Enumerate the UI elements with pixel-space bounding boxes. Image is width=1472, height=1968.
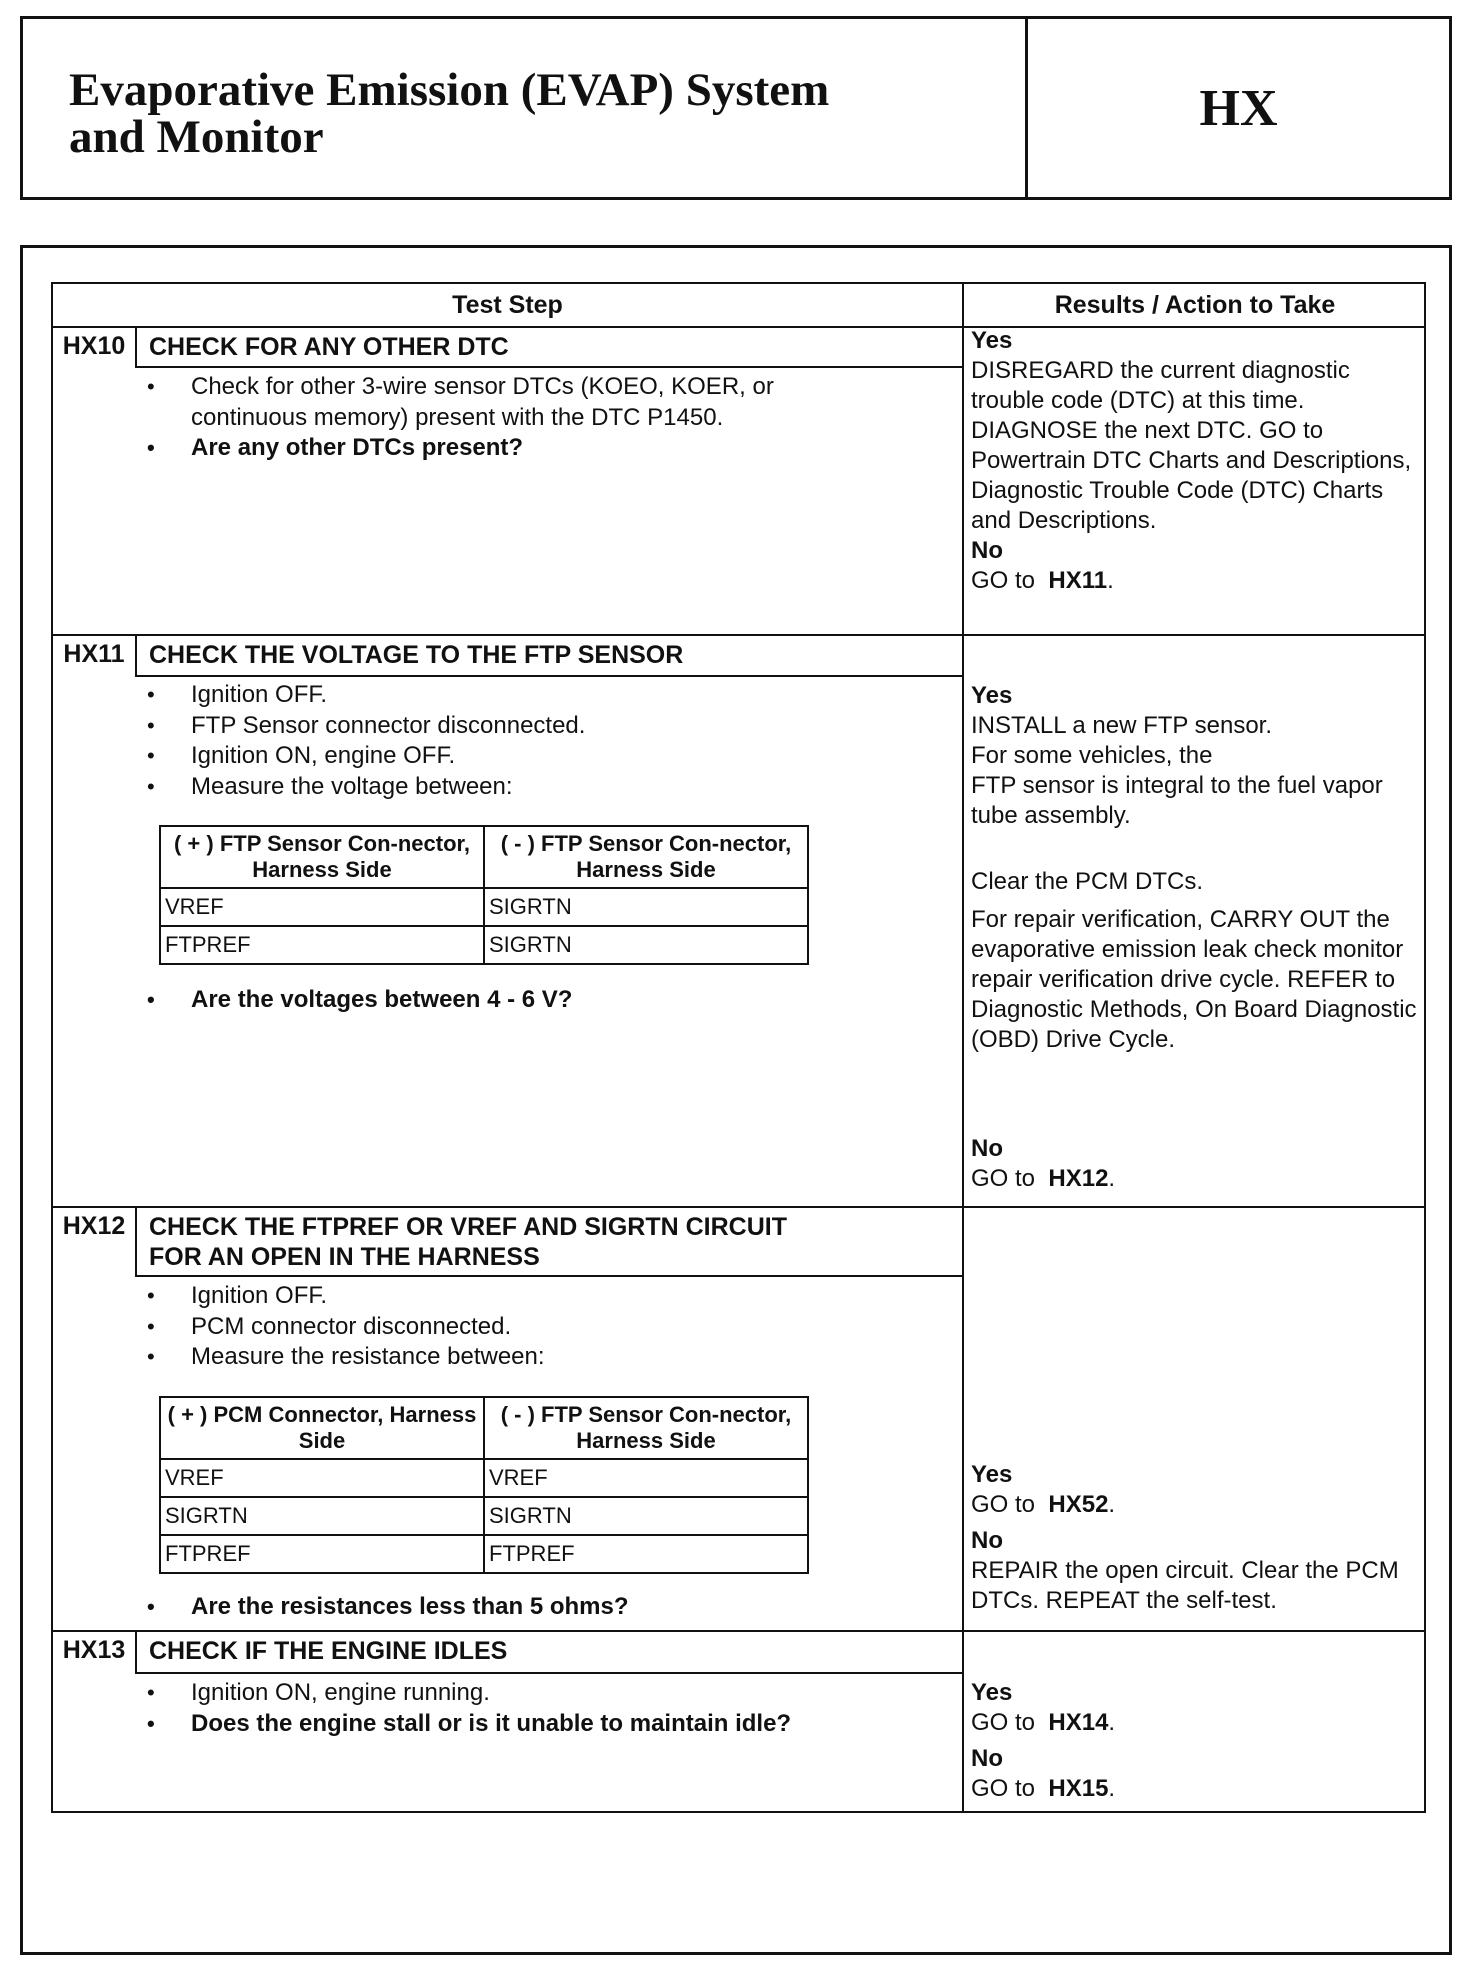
step-question: • Does the engine stall or is it unable to maintain idle? — [147, 1709, 987, 1740]
table-cell: SIGRTN — [484, 1497, 808, 1535]
step-question: • Are the resistances less than 5 ohms? — [147, 1592, 987, 1623]
yes-action: GO to HX52. — [971, 1491, 1116, 1518]
yes-action: GO to HX14. — [971, 1709, 1116, 1736]
hx12-end-rule — [53, 1630, 1424, 1632]
section-code: HX — [1199, 79, 1278, 137]
id-divider-hx11 — [135, 634, 137, 676]
table-cell: SIGRTN — [484, 888, 808, 926]
column-header-minus: ( - ) FTP Sensor Con-nector, Harness Side — [484, 1397, 808, 1459]
voltage-measurement-table — [159, 825, 809, 965]
yes-label: Yes — [971, 1679, 1013, 1706]
column-header-test-step: Test Step — [452, 290, 563, 319]
list-item: • PCM connector disconnected. — [147, 1312, 987, 1343]
hx12-title-rule — [135, 1275, 962, 1277]
id-divider-hx13 — [135, 1630, 137, 1672]
no-label: No — [971, 537, 1003, 564]
id-divider-hx12 — [135, 1206, 137, 1276]
table-cell: VREF — [484, 1459, 808, 1497]
step-title-hx10: CHECK FOR ANY OTHER DTC — [149, 333, 509, 361]
yes-label: Yes — [971, 327, 1013, 354]
column-header-plus: ( + ) FTP Sensor Con-nector, Harness Side — [160, 826, 484, 888]
hx10-end-rule — [53, 634, 1424, 636]
no-action: REPAIR the open circuit. Clear the PCM DTCs. REPEAT the self-test. — [971, 1557, 1399, 1614]
yes-label: Yes — [971, 1461, 1013, 1488]
step-bullets-hx12 — [147, 1281, 987, 1373]
list-item: • Ignition OFF. — [147, 680, 987, 711]
list-item: • Ignition ON, engine running. — [147, 1678, 987, 1709]
column-divider — [962, 284, 964, 1811]
step-question: • Are any other DTCs present? — [147, 433, 887, 464]
column-header-minus: ( - ) FTP Sensor Con-nector, Harness Side — [484, 826, 808, 888]
step-title-line: FOR AN OPEN IN THE HARNESS — [149, 1243, 540, 1271]
table-cell: FTPREF — [160, 1535, 484, 1573]
result-hx12 — [971, 1460, 1421, 1616]
step-question-hx11 — [147, 985, 987, 1016]
step-title-hx12 — [149, 1212, 787, 1272]
yes-label: Yes — [971, 682, 1013, 709]
step-id-hx13: HX13 — [62, 1636, 126, 1664]
list-item: • Ignition OFF. — [147, 1281, 987, 1312]
yes-action: INSTALL a new FTP sensor. — [971, 712, 1273, 739]
table-cell: SIGRTN — [484, 926, 808, 964]
hx10-title-rule — [135, 366, 962, 368]
table-cell: FTPREF — [484, 1535, 808, 1573]
list-item: • FTP Sensor connector disconnected. — [147, 711, 987, 742]
step-bullets-hx11 — [147, 680, 987, 802]
table-row — [160, 1497, 808, 1535]
resistance-measurement-table — [159, 1396, 809, 1574]
step-question: • Are the voltages between 4 - 6 V? — [147, 985, 987, 1016]
yes-action: For some vehicles, the — [971, 742, 1213, 769]
table-row — [160, 926, 808, 964]
test-step-table — [51, 282, 1426, 1813]
page-header — [20, 16, 1452, 200]
list-item: • Check for other 3-wire sensor DTCs (KOEO, KOER, or continuous memory) present with the DTC P1450. — [147, 372, 887, 433]
no-action: GO to HX15. — [971, 1775, 1116, 1802]
column-header-results: Results / Action to Take — [1054, 290, 1336, 319]
step-title-line: CHECK THE FTPREF OR VREF AND SIGRTN CIRCUIT — [149, 1213, 787, 1241]
step-title-hx13: CHECK IF THE ENGINE IDLES — [149, 1637, 508, 1665]
title-line-2: and Monitor — [69, 111, 324, 163]
table-row — [160, 1459, 808, 1497]
page-title — [69, 64, 969, 163]
table-cell: FTPREF — [160, 926, 484, 964]
hx11-end-rule — [53, 1206, 1424, 1208]
yes-action: Clear the PCM DTCs. — [971, 868, 1204, 895]
list-item: • Measure the resistance between: — [147, 1342, 987, 1373]
result-hx13 — [971, 1678, 1421, 1804]
step-title-hx11: CHECK THE VOLTAGE TO THE FTP SENSOR — [149, 641, 684, 669]
no-action: GO to HX11. — [971, 567, 1114, 594]
step-bullets-hx10 — [147, 372, 887, 464]
result-hx11 — [971, 681, 1421, 1055]
no-action: GO to HX12. — [971, 1165, 1116, 1192]
no-label: No — [971, 1527, 1003, 1554]
step-question-hx12 — [147, 1592, 987, 1623]
table-row — [160, 888, 808, 926]
step-bullets-hx13 — [147, 1678, 987, 1739]
result-hx11-no — [971, 1134, 1421, 1194]
yes-action: For repair verification, CARRY OUT the evaporative emission leak check monitor repair verification drive cycle. REFER to Diagnostic Methods, On Board Diagnostic (OBD) Drive Cycle. — [971, 906, 1417, 1053]
list-item: • Ignition ON, engine OFF. — [147, 741, 987, 772]
title-line-1: Evaporative Emission (EVAP) System — [69, 64, 830, 116]
table-cell: SIGRTN — [160, 1497, 484, 1535]
result-hx10 — [971, 326, 1421, 596]
table-cell: VREF — [160, 1459, 484, 1497]
table-cell: VREF — [160, 888, 484, 926]
step-id-hx11: HX11 — [63, 640, 125, 668]
yes-action: DISREGARD the current diagnostic trouble code (DTC) at this time. DIAGNOSE the next DTC. GO to Powertrain DTC Charts and Descriptions, Diagnostic Trouble Code (DTC) Charts and Descriptions. — [971, 357, 1412, 534]
yes-action: FTP sensor is integral to the fuel vapor tube assembly. — [971, 772, 1383, 829]
list-item: • Measure the voltage between: — [147, 772, 987, 803]
step-id-hx10: HX10 — [62, 332, 126, 360]
hx13-title-rule — [135, 1672, 962, 1674]
id-divider-hx10 — [135, 326, 137, 366]
hx11-title-rule — [135, 675, 962, 677]
table-row — [160, 1535, 808, 1573]
no-label: No — [971, 1135, 1003, 1162]
column-header-plus: ( + ) PCM Connector, Harness Side — [160, 1397, 484, 1459]
step-id-hx12: HX12 — [62, 1212, 126, 1240]
no-label: No — [971, 1745, 1003, 1772]
